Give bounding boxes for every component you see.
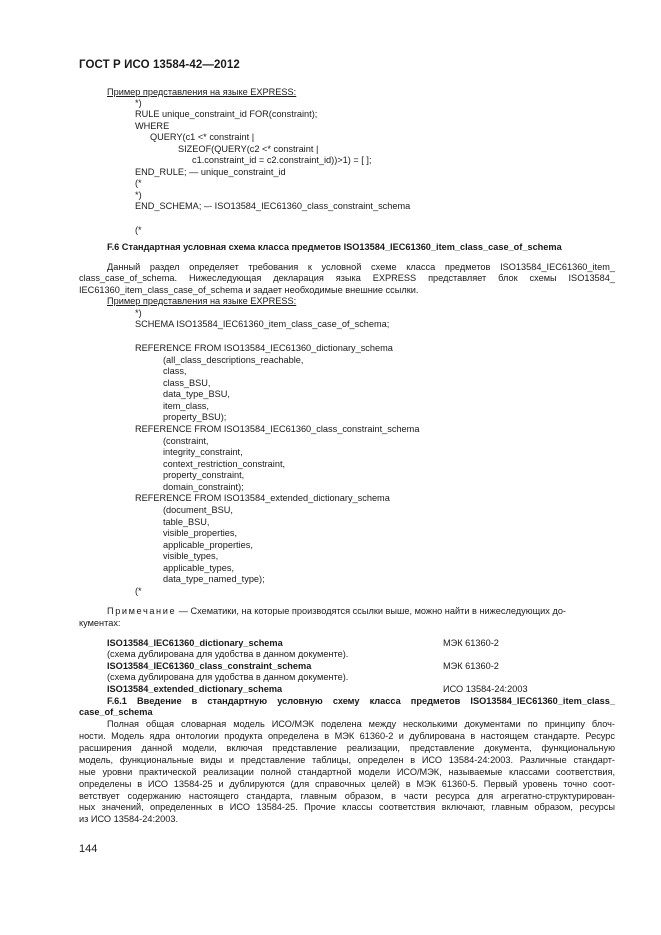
code-line: data_type_BSU, — [163, 389, 230, 399]
page-number: 144 — [79, 843, 98, 855]
subsection-heading: case_of_schema — [79, 707, 153, 717]
code-line: REFERENCE FROM ISO13584_IEC61360_dictionary_schema — [135, 343, 393, 353]
paragraph-line: из ИСО 13584-24:2003. — [79, 814, 179, 824]
code-line: class, — [163, 366, 187, 376]
code-line: c1.constraint_id = c2.constraint_id))>1) = [ ]; — [192, 155, 372, 165]
paragraph-line: ные уровни практической реализации полной стандартной модели ИСО/МЭК, называемые классами соответствия, — [79, 767, 615, 777]
code-line: *) — [135, 308, 142, 318]
example-title: Пример представления на языке EXPRESS: — [107, 296, 297, 306]
code-line: (* — [135, 178, 142, 188]
code-line: END_RULE; — unique_constraint_id — [135, 167, 286, 177]
paragraph-line: Полная общая словарная модель ИСО/МЭК поделена между несколькими документами по принципу блоч- — [107, 719, 615, 729]
note-text: — Схематики, на которые производятся ссылки выше, можно найти в нижеследующих до- — [176, 606, 566, 616]
code-line: data_type_named_type); — [163, 574, 265, 584]
code-line: (constraint, — [163, 436, 209, 446]
code-line: item_class, — [163, 401, 209, 411]
code-line: RULE unique_constraint_id FOR(constraint); — [135, 109, 318, 119]
code-line: table_BSU, — [163, 517, 210, 527]
code-line: visible_properties, — [163, 528, 238, 538]
code-line: (* — [135, 225, 142, 235]
reference-name: ISO13584_extended_dictionary_schema — [107, 684, 283, 694]
code-line: WHERE — [135, 121, 170, 131]
subsection-heading: F.6.1 Введение в стандартную условную схему класса предметов ISO13584_IEC61360_item_class_ — [107, 696, 615, 706]
code-line: class_BSU, — [163, 378, 211, 388]
paragraph-line: модель, функциональные виды и представление таблицы, определен в ИСО 13584-24:2003. Различные стандарт- — [79, 755, 615, 765]
paragraph-line: Данный раздел определяет требования к условной схеме класса предметов ISO13584_IEC61360_item_ — [107, 262, 615, 272]
code-line: domain_constraint); — [163, 482, 244, 492]
note-line — [107, 606, 615, 617]
paragraph-line: определены в ИСО 13584-25 и дублируются (для справочных целей) в МЭК 61360-5. Первый уровень точно соот- — [79, 779, 615, 789]
reference-note: (схема дублирована для удобства в данном документе). — [107, 649, 349, 659]
code-line: property_BSU); — [163, 412, 227, 422]
reference-document: МЭК 61360-2 — [443, 638, 499, 648]
paragraph-line: ных значений, определенных в ИСО 13584-25. Прочие классы соответствия включают, главным образом, ресурсы — [79, 802, 615, 812]
code-line: applicable_types, — [163, 563, 234, 573]
code-line: *) — [135, 190, 142, 200]
code-line: *) — [135, 98, 142, 108]
reference-document: ИСО 13584-24:2003 — [443, 684, 528, 694]
paragraph-line: ности. Модель ядра онтологии продукта определена в МЭК 61360-2 и дублирована в настоящем стандарте. Ресурс — [79, 731, 615, 741]
code-line: (all_class_descriptions_reachable, — [163, 355, 304, 365]
code-line: END_SCHEMA; –- ISO13584_IEC61360_class_constraint_schema — [135, 201, 411, 211]
code-line: REFERENCE FROM ISO13584_extended_dictionary_schema — [135, 493, 390, 503]
note-label: Примечание — [107, 606, 177, 616]
code-line: SIZEOF(QUERY(c2 <* constraint | — [178, 144, 319, 154]
code-line: context_restriction_constraint, — [163, 459, 286, 469]
reference-note: (схема дублирована для удобства в данном документе). — [107, 672, 349, 682]
reference-name: ISO13584_IEC61360_dictionary_schema — [107, 638, 283, 648]
reference-document: МЭК 61360-2 — [443, 661, 499, 671]
section-heading: F.6 Стандартная условная схема класса предметов ISO13584_IEC61360_item_class_case_of_schema — [107, 242, 562, 252]
paragraph-line: IEC61360_item_class_case_of_schema и задает необходимые внешние ссылки. — [79, 285, 419, 295]
code-line: (document_BSU, — [163, 505, 233, 515]
code-line: SCHEMA ISO13584_IEC61360_item_class_case_of_schema; — [135, 319, 390, 329]
example-title: Пример представления на языке EXPRESS: — [107, 87, 297, 97]
code-line: (* — [135, 586, 142, 596]
paragraph-line: ветствует содержанию настоящего стандарта, главным образом, в части ресурса для агрегатно-структурирован- — [79, 791, 615, 801]
code-line: REFERENCE FROM ISO13584_IEC61360_class_constraint_schema — [135, 424, 420, 434]
note-line: кументах: — [79, 618, 121, 628]
code-line: QUERY(c1 <* constraint | — [150, 132, 255, 142]
document-header: ГОСТ Р ИСО 13584-42—2012 — [79, 59, 240, 71]
paragraph-line: class_case_of_schema. Нижеследующая декларация языка EXPRESS представляет блок схемы ISO13584_ — [79, 273, 615, 283]
code-line: visible_types, — [163, 551, 219, 561]
code-line: property_constraint, — [163, 470, 245, 480]
code-line: applicable_properties, — [163, 540, 253, 550]
paragraph-line: расширения данной модели, включая представление реализации, представление документа, функциональную — [79, 743, 615, 753]
reference-name: ISO13584_IEC61360_class_constraint_schema — [107, 661, 312, 671]
code-line: integrity_constraint, — [163, 447, 243, 457]
